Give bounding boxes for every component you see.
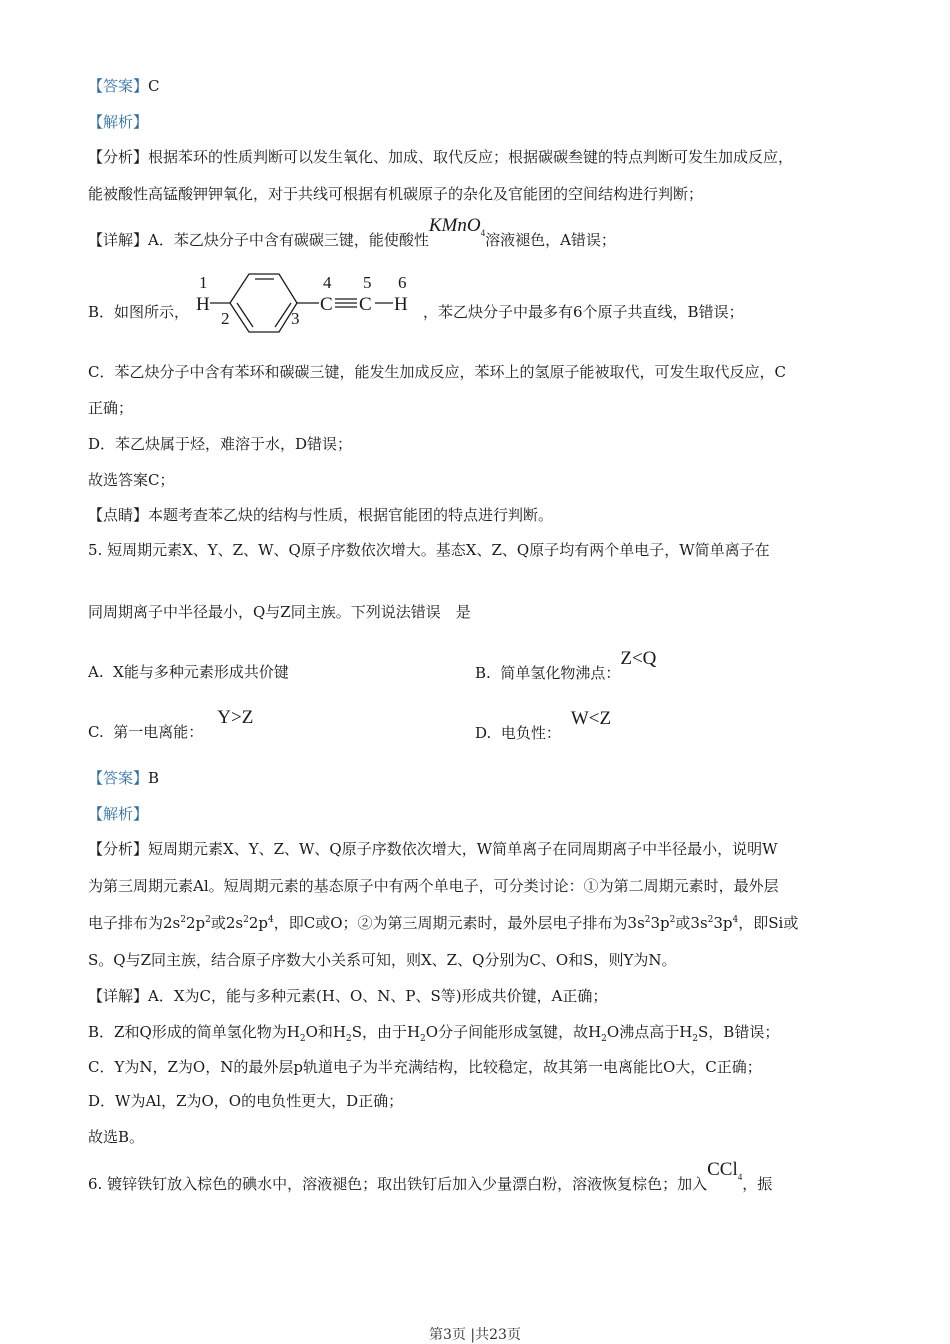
- q6-stem-suffix: ，振: [742, 1175, 773, 1193]
- option-a-suffix: 溶液褪色，A错误；: [485, 231, 616, 249]
- superscript: 2: [243, 915, 249, 925]
- ccl4-formula: [707, 1159, 742, 1180]
- text-part: S，由于H: [351, 1023, 421, 1041]
- text-part: 或2s: [210, 914, 244, 932]
- text-part: 或3s: [675, 914, 708, 932]
- text-part: O分子间能形成氢键，故H: [425, 1023, 602, 1041]
- page-number: 第3页: [429, 1327, 466, 1343]
- q4-fenxi-line2: 能被酸性高锰酸钾钾氧化，对于共线可根据有机碳原子的杂化及官能团的空间结构进行判断；: [88, 185, 704, 203]
- answer-tag: 【答案】: [88, 77, 149, 95]
- q4-analysis-heading: [88, 112, 148, 132]
- label-5: 5: [363, 273, 372, 292]
- atom-h6: H: [394, 294, 408, 315]
- q4-xiangjie-c-line2: 正确；: [88, 399, 134, 417]
- text-part: O和H: [305, 1023, 346, 1041]
- formula-main: CCl: [707, 1159, 738, 1180]
- footer-separator: |: [470, 1327, 476, 1343]
- label-2: 2: [221, 309, 230, 328]
- formula-sub: 4: [737, 1171, 743, 1182]
- option-label: D.: [475, 724, 492, 742]
- analysis-tag: 【解析】: [88, 113, 149, 131]
- q5-fenxi-line1: [88, 839, 778, 859]
- subscript: 2: [345, 1034, 352, 1044]
- option-text: X能与多种元素形成共价键: [113, 663, 289, 681]
- text-part: 电子排布为2s: [88, 914, 181, 932]
- q5-stem-line2: 同周期离子中半径最小，Q与Z同主族。下列说法错误 是: [88, 603, 471, 621]
- q5-xiangjie-a: [88, 986, 607, 1006]
- option-a-text: A．X为C，能与多种元素(H、O、N、P、S等)形成共价键，A正确；: [148, 987, 608, 1005]
- text-part: 3p: [650, 914, 670, 932]
- q5-answer: [88, 768, 159, 788]
- option-formula: Z<Q: [620, 648, 657, 669]
- text-part: S，B错误；: [698, 1023, 780, 1041]
- superscript: 4: [732, 915, 739, 925]
- q6-stem-text: 6. 镀锌铁钉放入棕色的碘水中，溶液褪色；取出铁钉后加入少量漂白粉，溶液恢复棕色；加入: [88, 1175, 708, 1193]
- label-3: 3: [291, 309, 300, 328]
- page-total: 共23页: [475, 1327, 521, 1343]
- superscript: 4: [268, 915, 274, 925]
- q4-xiangjie-c-line1: C．苯乙炔分子中含有苯环和碳碳三键，能发生加成反应，苯环上的氢原子能被取代，可发生取代反应，C: [88, 363, 786, 381]
- dianjing-tag: 【点睛】: [88, 506, 149, 524]
- analysis-tag: 【解析】: [88, 805, 149, 823]
- label-1: 1: [199, 273, 208, 292]
- option-label: C.: [88, 723, 104, 741]
- page-footer: [0, 1324, 950, 1344]
- q4-fenxi-line1: [88, 147, 793, 167]
- option-text: 第一电离能：: [113, 723, 204, 741]
- q4-conclusion: 故选答案C；: [88, 471, 175, 489]
- fenxi-text: 短周期元素X、Y、Z、W、Q原子序数依次增大，W简单离子在同周期离子中半径最小，说明W: [148, 840, 778, 858]
- fenxi-text: 根据苯环的性质判断可以发生氧化、加成、取代反应；根据碳碳叁键的特点判断可发生加成反应，: [148, 148, 794, 166]
- q5-analysis-heading: [88, 804, 148, 824]
- superscript: 2: [669, 915, 676, 925]
- fenxi-tag: 【分析】: [88, 148, 149, 166]
- q5-option-b[interactable]: [475, 648, 657, 684]
- q5-option-c[interactable]: [88, 707, 254, 742]
- q5-xiangjie-c: C．Y为N，Z为O，N的最外层p轨道电子为半充满结构，比较稳定，故其第一电离能比O大，C正确；: [88, 1058, 762, 1076]
- q4-xiangjie-a: [88, 215, 616, 250]
- q5-xiangjie-b: [88, 1022, 779, 1042]
- q5-fenxi-line3: [88, 913, 798, 933]
- q5-option-a[interactable]: [88, 662, 289, 682]
- text-part: O沸点高于H: [606, 1023, 693, 1041]
- q5-fenxi-line4: S。Q与Z同主族，结合原子序数大小关系可知，则X、Z、Q分别为C、O和S，则Y为N。: [88, 951, 677, 969]
- formula-main: KMnO: [428, 215, 481, 236]
- option-b-prefix: B．如图所示，: [88, 303, 190, 321]
- q5-stem-line1: 5. 短周期元素X、Y、Z、W、Q原子序数依次增大。基态X、Z、Q原子均有两个单电子，W简单离子在: [88, 541, 770, 559]
- q4-xiangjie-b-suffix: ，苯乙炔分子中最多有6个原子共直线，B错误；: [423, 303, 744, 321]
- formula-sub: 4: [480, 227, 486, 238]
- q6-stem: [88, 1159, 773, 1194]
- option-formula: Y>Z: [217, 707, 254, 728]
- text-part: ，即Si或: [738, 914, 799, 932]
- label-6: 6: [398, 273, 407, 292]
- dianjing-text: 本题考查苯乙炔的结构与性质，根据官能团的特点进行判断。: [148, 506, 554, 524]
- option-text: 电负性：: [500, 724, 561, 742]
- phenylacetylene-structure-diagram: [193, 272, 423, 334]
- subscript: 2: [601, 1034, 607, 1044]
- subscript: 2: [299, 1034, 306, 1044]
- answer-tag: 【答案】: [88, 769, 149, 787]
- q4-dianjing: [88, 505, 553, 525]
- xiangjie-tag: 【详解】: [88, 231, 149, 249]
- answer-value: B: [148, 769, 160, 787]
- q5-option-d[interactable]: [475, 708, 612, 744]
- subscript: 2: [692, 1034, 699, 1044]
- text-part: B．Z和Q形成的简单氢化物为H: [88, 1023, 300, 1041]
- xiangjie-tag: 【详解】: [88, 987, 149, 1005]
- kmno4-formula: [429, 215, 485, 236]
- molecule-icon: [193, 272, 423, 334]
- superscript: 2: [707, 915, 714, 925]
- text-part: 2p: [185, 914, 206, 932]
- option-label: B.: [475, 664, 491, 682]
- superscript: 2: [180, 915, 186, 925]
- superscript: 2: [205, 915, 211, 925]
- atom-h1: H: [196, 294, 210, 315]
- q4-answer: [88, 76, 160, 96]
- q4-xiangjie-d: D．苯乙炔属于烃，难溶于水，D错误；: [88, 435, 353, 453]
- q5-conclusion: 故选B。: [88, 1128, 145, 1146]
- option-a-text: A．苯乙炔分子中含有碳碳三键，能使酸性: [148, 231, 429, 249]
- atom-c5: C: [359, 294, 372, 315]
- q4-xiangjie-b: [88, 302, 189, 322]
- atom-c4: C: [320, 294, 333, 315]
- text-part: 3p: [713, 914, 733, 932]
- answer-value: C: [148, 77, 160, 95]
- superscript: 2: [644, 915, 651, 925]
- fenxi-tag: 【分析】: [88, 840, 149, 858]
- text-part: 2p: [248, 914, 269, 932]
- q5-fenxi-line2: 为第三周期元素Al。短周期元素的基态原子中有两个单电子，可分类讨论：①为第二周期元素时，最外层: [88, 877, 779, 895]
- label-4: 4: [323, 273, 332, 292]
- option-text: 简单氢化物沸点：: [500, 664, 621, 682]
- option-formula: W<Z: [570, 708, 612, 729]
- q5-xiangjie-d: D．W为Al，Z为O，O的电负性更大，D正确；: [88, 1092, 404, 1110]
- subscript: 2: [420, 1034, 426, 1044]
- option-label: A.: [88, 663, 104, 681]
- text-part: ，即C或O；②为第三周期元素时，最外层电子排布为3s: [273, 914, 645, 932]
